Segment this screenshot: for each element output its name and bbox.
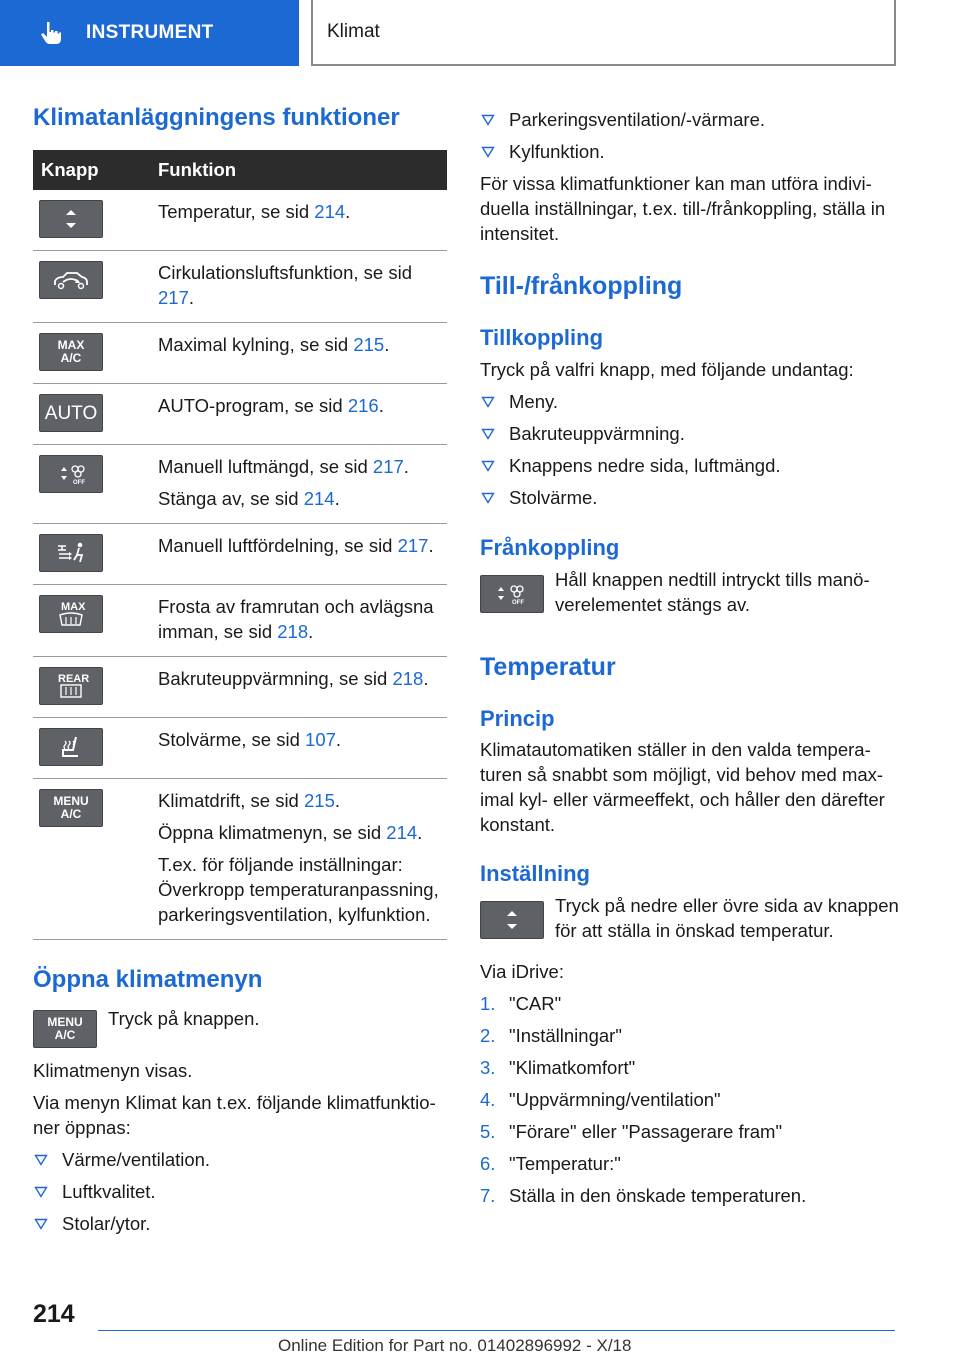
max-ac-button-label-2: A/C: [60, 351, 82, 365]
function-description: Temperatur, se sid 214.: [158, 201, 351, 222]
step-text: "Temperatur:": [509, 1153, 621, 1174]
step-text: "Inställningar": [509, 1025, 622, 1046]
list-item-text: Värme/ventilation.: [62, 1149, 211, 1170]
table-row: [33, 718, 447, 779]
function-description: Manuell luftfördelning, se sid 217.: [158, 535, 434, 556]
step-item: [480, 1087, 900, 1112]
footer-divider: [98, 1330, 895, 1331]
list-item: [480, 389, 900, 414]
rear-defrost-icon: [49, 671, 93, 701]
step-item: [480, 1183, 900, 1208]
bullet-triangle-icon: [481, 428, 495, 440]
step-item: [480, 1151, 900, 1176]
menu-ac-button-label-1: MENU: [53, 794, 89, 808]
step-number: 3.: [480, 1057, 496, 1078]
table-cell-button: [33, 251, 155, 323]
table-row: [33, 384, 447, 445]
function-description: Bakruteuppvärmning, se sid 218.: [158, 668, 429, 689]
step-text: "CAR": [509, 993, 562, 1014]
list-item: [33, 1147, 447, 1172]
auto-button[interactable]: [39, 394, 103, 432]
section-title: Klimat: [311, 0, 896, 66]
step-item: [480, 1055, 900, 1080]
step-item: [480, 991, 900, 1016]
idrive-steps-list: [480, 991, 900, 1208]
column-header-function: Funktion: [155, 150, 447, 190]
function-description: Stänga av, se sid 214.: [158, 488, 340, 509]
function-description: Manuell luftmängd, se sid 217.: [158, 456, 409, 477]
table-cell-button: [33, 445, 155, 524]
max-defrost-icon: [49, 599, 93, 629]
edition-note: Online Edition for Part no. 01402896992 - X/18: [278, 1336, 632, 1355]
list-item-text: Parkeringsventilation/-värmare.: [509, 109, 766, 130]
step-number: 2.: [480, 1025, 496, 1046]
on-items-list: [480, 389, 900, 510]
functions-heading: Klimatanläggningens funktioner: [33, 104, 400, 131]
step-number: 1.: [480, 993, 496, 1014]
off-text: Håll knappen nedtill intryckt tills manöverelementet stängs av.: [555, 569, 870, 615]
air-distribution-icon: [49, 538, 93, 568]
table-row: [33, 251, 447, 323]
list-item-text: Bakruteuppvärmning.: [509, 423, 685, 444]
table-cell-function: [155, 323, 447, 384]
recirculation-button[interactable]: [39, 261, 103, 299]
svg-text:OFF: OFF: [512, 600, 524, 606]
table-cell-button: [33, 779, 155, 940]
table-cell-button: [33, 718, 155, 779]
menu-ac-button[interactable]: [39, 789, 103, 827]
list-item: [480, 485, 900, 510]
page-link[interactable]: 107: [305, 729, 336, 750]
bullet-triangle-icon: [34, 1186, 48, 1198]
list-item: [33, 1179, 447, 1204]
list-item: [480, 453, 900, 478]
table-cell-button: [33, 524, 155, 585]
open-menu-heading: Öppna klimatmenyn: [33, 966, 263, 993]
list-item-text: Stolvärme.: [509, 487, 598, 508]
function-description: AUTO-program, se sid 216.: [158, 395, 384, 416]
via-menu-text: Via menyn Klimat kan t.ex. följande klimatfunktioner öppnas:: [33, 1092, 436, 1138]
function-description: T.ex. för följande inställningar: Överkropp temperaturanpassning, parkeringsventilation, kylfunktion.: [158, 854, 439, 925]
svg-text:OFF: OFF: [73, 480, 85, 486]
table-cell-button: [33, 585, 155, 657]
table-row: [33, 323, 447, 384]
list-item: [480, 421, 900, 446]
page-link[interactable]: 214: [386, 822, 418, 843]
function-description: Öppna klimatmenyn, se sid 214.: [158, 822, 423, 843]
page-link[interactable]: 214: [314, 201, 346, 222]
bullet-triangle-icon: [34, 1154, 48, 1166]
temperature-button[interactable]: [480, 901, 544, 939]
table-cell-function: [155, 384, 447, 445]
chapter-tab-label: INSTRUMENT: [86, 22, 214, 43]
temperature-rocker-icon: [497, 906, 527, 934]
table-row: [33, 524, 447, 585]
menu-items-list: [33, 1147, 447, 1236]
table-cell-function: [155, 657, 447, 718]
list-item: [480, 139, 900, 164]
rear-defrost-button[interactable]: [39, 667, 103, 705]
table-cell-button: [33, 657, 155, 718]
seat-heating-button[interactable]: [39, 728, 103, 766]
page-link[interactable]: 214: [303, 488, 335, 509]
setting-row: [480, 893, 900, 943]
page-link[interactable]: 216: [347, 395, 379, 416]
setting-text: Tryck på nedre eller övre sida av knappen för att ställa in önskad temperatur.: [555, 895, 899, 941]
fan-off-icon: [49, 459, 93, 489]
page-number: 214: [33, 1300, 75, 1328]
table-cell-function: [155, 585, 447, 657]
function-description: Stolvärme, se sid 107.: [158, 729, 342, 750]
table-cell-button: [33, 190, 155, 251]
table-row: [33, 657, 447, 718]
list-item-text: Meny.: [509, 391, 559, 412]
list-item-text: Luftkvalitet.: [62, 1181, 156, 1202]
onoff-heading: Till-/frånkoppling: [480, 272, 683, 300]
auto-button-label: AUTO: [44, 402, 98, 424]
function-description: Klimatdrift, se sid 215.: [158, 790, 341, 811]
page-link[interactable]: 217: [397, 535, 429, 556]
rear-defrost-button-label: REAR: [58, 673, 90, 685]
functions-table: [33, 150, 447, 940]
table-cell-button: [33, 323, 155, 384]
hand-pointer-icon: [38, 20, 64, 46]
max-defrost-button-label: MAX: [61, 601, 86, 613]
step-item: [480, 1023, 900, 1048]
step-number: 5.: [480, 1121, 496, 1142]
air-distribution-button[interactable]: [39, 534, 103, 572]
list-item: [33, 1211, 447, 1236]
setting-heading: Inställning: [480, 861, 590, 886]
recirculation-icon: [49, 265, 93, 295]
fan-off-button[interactable]: [480, 575, 544, 613]
temperature-heading: Temperatur: [480, 653, 616, 681]
on-text: Tryck på valfri knapp, med följande undantag:: [480, 359, 854, 380]
menu-ac-button[interactable]: [33, 1010, 97, 1048]
list-item-text: Stolar/ytor.: [62, 1213, 151, 1234]
table-cell-function: [155, 718, 447, 779]
seat-heating-icon: [49, 732, 93, 762]
menu-ac-button-label-2: A/C: [60, 807, 82, 821]
temperature-rocker-button[interactable]: [39, 200, 103, 238]
function-description: Frosta av framrutan och avlägsna imman, se sid 218.: [158, 596, 434, 642]
step-number: 6.: [480, 1153, 496, 1174]
open-menu-text: Tryck på knappen.: [108, 1008, 260, 1029]
step-text: Ställa in den önskade temperaturen.: [509, 1185, 807, 1206]
table-cell-button: [33, 384, 155, 445]
list-item-text: Kylfunktion.: [509, 141, 605, 162]
off-heading: Frånkoppling: [480, 535, 620, 560]
table-row: [33, 585, 447, 657]
chapter-tab[interactable]: [0, 0, 299, 66]
principle-heading: Princip: [480, 706, 555, 731]
step-number: 7.: [480, 1185, 496, 1206]
max-ac-button-label-1: MAX: [57, 338, 85, 352]
page-link[interactable]: 217: [158, 287, 189, 308]
list-item-text: Knappens nedre sida, luftmängd.: [509, 455, 781, 476]
page-link[interactable]: 215: [353, 334, 385, 355]
bullet-triangle-icon: [481, 396, 495, 408]
column-header-button: Knapp: [33, 150, 155, 190]
step-text: "Uppvärmning/ventilation": [509, 1089, 721, 1110]
on-heading: Tillkoppling: [480, 325, 604, 350]
bullet-triangle-icon: [481, 114, 495, 126]
page-link[interactable]: 218: [392, 668, 424, 689]
table-row: [33, 190, 447, 251]
table-cell-function: [155, 190, 447, 251]
top-items-list: [480, 107, 900, 164]
function-description: Maximal kylning, se sid 215.: [158, 334, 390, 355]
list-item: [480, 107, 900, 132]
temperature-rocker-icon: [49, 204, 93, 234]
bullet-triangle-icon: [481, 460, 495, 472]
bullet-triangle-icon: [34, 1218, 48, 1230]
open-menu-row: [33, 1006, 447, 1048]
left-column: [33, 100, 447, 1236]
fan-off-icon: [492, 580, 532, 608]
step-text: "Klimatkomfort": [509, 1057, 636, 1078]
off-row: [480, 567, 900, 617]
functions-table-body: [33, 190, 447, 940]
menu-shown-text: Klimatmenyn visas.: [33, 1060, 193, 1081]
page-link[interactable]: 215: [304, 790, 335, 811]
step-text: "Förare" eller "Passagerare fram": [509, 1121, 783, 1142]
via-idrive-text: Via iDrive:: [480, 961, 564, 982]
table-row: [33, 445, 447, 524]
bullet-triangle-icon: [481, 146, 495, 158]
function-description: Cirkulationsluftsfunktion, se sid 217.: [158, 262, 412, 308]
menu-ac-button-label-2: A/C: [54, 1028, 76, 1042]
page-link[interactable]: 217: [372, 456, 404, 477]
page-link[interactable]: 218: [277, 621, 309, 642]
table-cell-function: [155, 445, 447, 524]
menu-ac-button-label-1: MENU: [47, 1015, 83, 1029]
max-ac-button[interactable]: [39, 333, 103, 371]
right-column: [480, 100, 900, 1208]
table-cell-function: [155, 779, 447, 940]
max-defrost-button[interactable]: [39, 595, 103, 633]
table-cell-function: [155, 524, 447, 585]
bullet-triangle-icon: [481, 492, 495, 504]
step-number: 4.: [480, 1089, 496, 1110]
table-row: [33, 779, 447, 940]
table-cell-function: [155, 251, 447, 323]
principle-text: Klimatautomatiken ställer in den valda temperaturen så snabbt som möjligt, vid behov med maximal kyl- eller värmeeffekt, och håller den därefter konstant.: [480, 739, 885, 835]
individual-text: För vissa klimatfunktioner kan man utföra individuella inställningar, t.ex. till-/frånkoppling, ställa in intensitet.: [480, 173, 886, 244]
fan-off-button[interactable]: [39, 455, 103, 493]
step-item: [480, 1119, 900, 1144]
